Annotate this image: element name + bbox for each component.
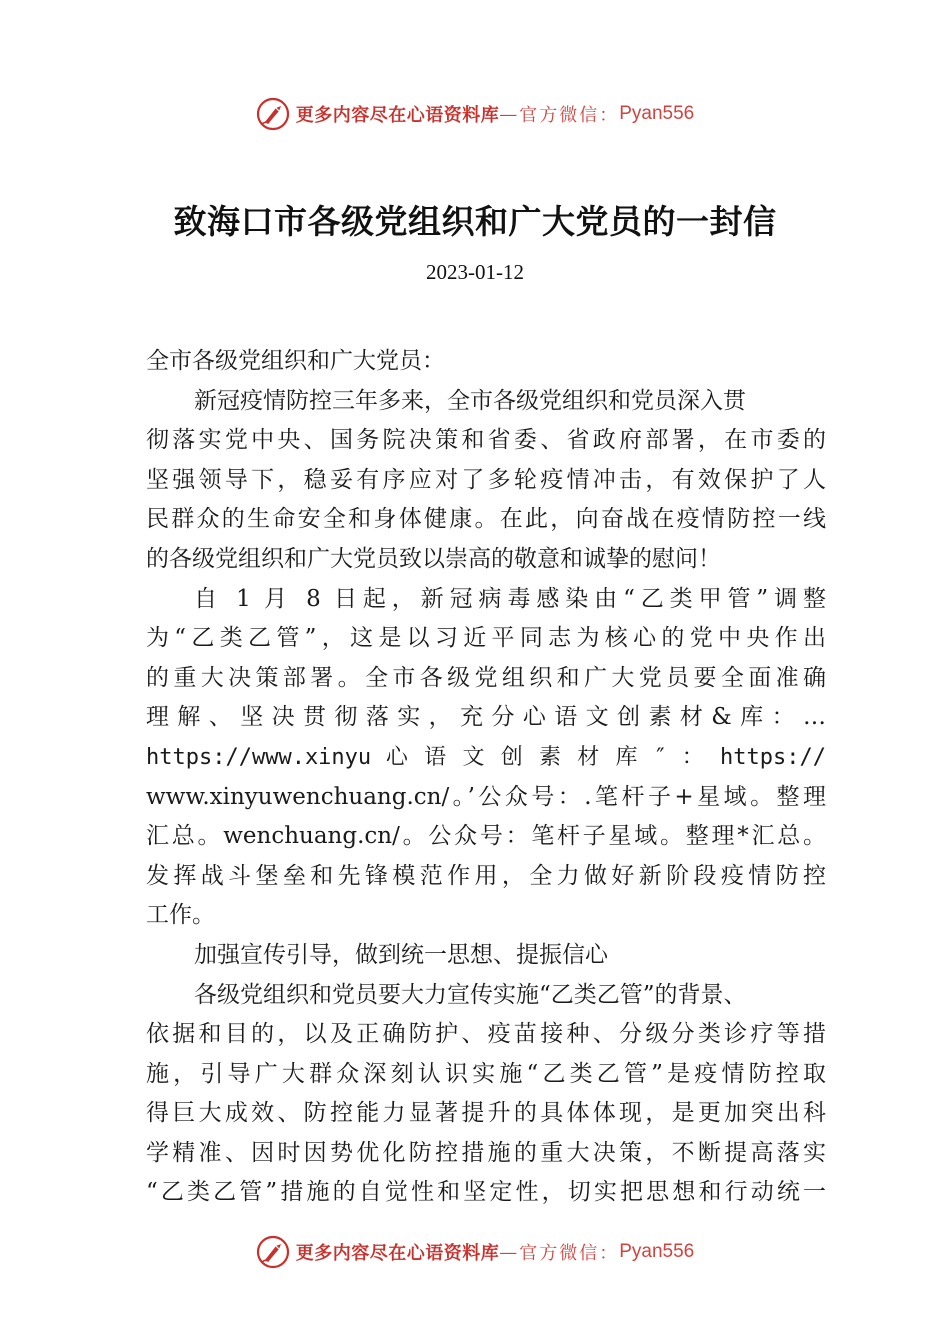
document-body [146, 342, 826, 1213]
text-line: 施，引导广大群众深刻认识实施“乙类乙管”是疫情防控取 [146, 1060, 826, 1087]
text-line: 的各级党组织和广大党员致以崇高的敬意和诚挚的慰问！ [146, 545, 721, 572]
banner-dash: — [499, 103, 520, 125]
document-title: 致海口市各级党组织和广大党员的一封信 [173, 202, 777, 241]
text-line: 民群众的生命安全和身体健康。在此，向奋战在疫情防控一线 [146, 506, 826, 533]
salutation-line: 全市各级党组织和广大党员： [146, 348, 445, 374]
promo-text: 更多内容尽在心语资料库 [295, 105, 500, 126]
text-line: 依据和目的，以及正确防护、疫苗接种、分级分类诊疗等措 [146, 1021, 826, 1048]
pen-nib-logo-icon [256, 1235, 290, 1269]
wechat-id: Pyan556 [619, 1241, 695, 1262]
footer-banner [0, 1232, 950, 1272]
section-heading: 加强宣传引导，做到统一思想、提振信心 [194, 941, 608, 968]
text-line: 自 1 月 8 日起，新冠病毒感染由“乙类甲管”调整 [194, 585, 826, 612]
wechat-label: 官方微信： [519, 1243, 620, 1264]
text-line: 新冠疫情防控三年多来，全市各级党组织和党员深入贯 [194, 387, 746, 414]
text-line: 为“乙类乙管”，这是以习近平同志为核心的党中央作出 [146, 625, 826, 652]
text-line: 得巨大成效、防控能力显著提升的具体体现，是更加突出科 [146, 1100, 826, 1127]
text-line: https://www.xinyu 心 语 文 创 素 材 库 ″ ： https:// [146, 744, 826, 770]
text-line: 汇总。wenchuang.cn/。公众号：笔杆子星域。整理*汇总。 [146, 823, 826, 850]
promo-text: 更多内容尽在心语资料库 [295, 1243, 500, 1264]
text-line: 坚强领导下，稳妥有序应对了多轮疫情冲击，有效保护了人 [146, 466, 826, 493]
text-line: 各级党组织和党员要大力宣传实施“乙类乙管”的背景、 [194, 981, 747, 1008]
text-line: 学精准、因时因势优化防控措施的重大决策，不断提高落实 [146, 1139, 826, 1166]
text-line: “乙类乙管”措施的自觉性和坚定性，切实把思想和行动统一 [146, 1179, 826, 1206]
text-line: 发挥战斗堡垒和先锋模范作用，全力做好新阶段疫情防控 [146, 862, 826, 889]
wechat-id: Pyan556 [619, 103, 695, 124]
text-line: www.xinyuwenchuang.cn/。’公众号：.笔杆子+星域。整理 [146, 783, 826, 810]
text-line: 工作。 [146, 902, 215, 929]
text-line: 彻落实党中央、国务院决策和省委、省政府部署，在市委的 [146, 427, 826, 454]
header-banner [0, 94, 950, 134]
banner-dash: — [499, 1241, 520, 1263]
document-date: 2023-01-12 [426, 260, 524, 284]
text-line: 理解、坚决贯彻落实，充分心语文创素材&库：… [146, 704, 826, 731]
text-line: 的重大决策部署。全市各级党组织和广大党员要全面准确 [146, 664, 826, 691]
wechat-label: 官方微信： [519, 105, 620, 126]
pen-nib-logo-icon [256, 97, 290, 131]
